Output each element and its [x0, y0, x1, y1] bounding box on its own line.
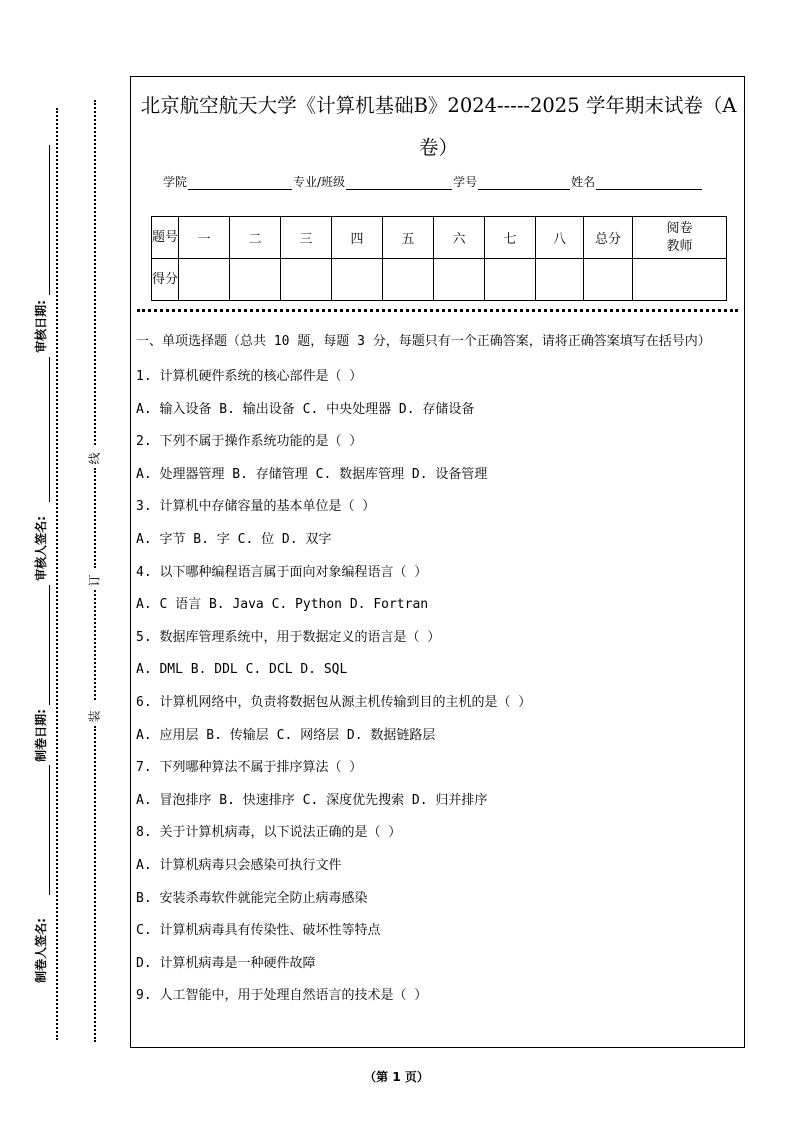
total-score-header: 总分: [584, 217, 633, 259]
name-field[interactable]: [596, 177, 702, 190]
score-cell[interactable]: [230, 259, 281, 301]
score-cell[interactable]: [536, 259, 584, 301]
header-cell: 四: [332, 217, 383, 259]
header-cell: 一: [179, 217, 230, 259]
header-cell: 八: [536, 217, 584, 259]
total-score-cell[interactable]: [584, 259, 633, 301]
cut-line-inner: [94, 468, 96, 568]
question-line: 1. 计算机硬件系统的核心部件是（ ）: [136, 369, 363, 384]
college-label: 学院: [163, 175, 188, 189]
cut-line-inner: [94, 726, 96, 1042]
cut-mark-line: 线: [87, 452, 102, 465]
major-label: 专业/班级: [293, 175, 346, 189]
student-info-row: [163, 173, 703, 190]
options-line: A. 冒泡排序 B. 快速排序 C. 深度优先搜索 D. 归并排序: [136, 792, 488, 808]
option-line: A. 计算机病毒只会感染可执行文件: [136, 857, 342, 873]
options-line: A. DML B. DDL C. DCL D. SQL: [136, 662, 348, 678]
college-field[interactable]: [188, 177, 292, 190]
header-cell: 三: [281, 217, 332, 259]
question-line: 8. 关于计算机病毒，以下说法正确的是（ ）: [136, 825, 402, 841]
question-line: 6. 计算机网络中，负责将数据包从源主机传输到目的主机的是（ ）: [136, 694, 532, 710]
signature-line: [49, 145, 50, 295]
cut-line-inner: [94, 100, 96, 445]
options-line: A. 应用层 B. 传输层 C. 网络层 D. 数据链路层: [136, 727, 436, 743]
grader-cell[interactable]: [633, 259, 727, 301]
question-number-header: 题号: [152, 217, 179, 259]
major-field[interactable]: [346, 177, 452, 190]
reviewer-signature-label: 审核人签名:: [33, 516, 48, 581]
header-cell: 五: [383, 217, 434, 259]
exam-page: [130, 76, 745, 1048]
cut-mark-bind: 装: [87, 710, 102, 723]
score-cell[interactable]: [485, 259, 536, 301]
options-line: A. 字节 B. 字 C. 位 D. 双字: [136, 531, 332, 547]
score-cell[interactable]: [434, 259, 485, 301]
signature-line: [49, 765, 50, 895]
score-cell[interactable]: [179, 259, 230, 301]
option-line: C. 计算机病毒具有传染性、破坏性等特点: [136, 923, 381, 939]
question-line: 3. 计算机中存储容量的基本单位是（ ）: [136, 499, 376, 515]
exam-title: 北京航空航天大学《计算机基础B》2024-----2025 学年期末试卷（A卷）: [140, 94, 737, 159]
student-id-label: 学号: [453, 175, 478, 189]
signature-line: [49, 585, 50, 705]
maker-signature-label: 制卷人签名:: [33, 918, 48, 983]
score-cell[interactable]: [281, 259, 332, 301]
question-line: 4. 以下哪种编程语言属于面向对象编程语言（ ）: [136, 564, 428, 580]
score-cell[interactable]: [332, 259, 383, 301]
dotted-separator: [137, 309, 738, 312]
student-id-field[interactable]: [478, 177, 570, 190]
score-cell[interactable]: [383, 259, 434, 301]
exam-body: [136, 331, 741, 1013]
question-line: 9. 人工智能中，用于处理自然语言的技术是（ ）: [136, 988, 428, 1004]
cut-line-inner: [94, 590, 96, 700]
options-line: A. 处理器管理 B. 存储管理 C. 数据库管理 D. 设备管理: [136, 466, 488, 482]
question-line: 2. 下列不属于操作系统功能的是（ ）: [136, 434, 363, 450]
score-table-score-row: [152, 259, 727, 301]
options-line: A. 输入设备 B. 输出设备 C. 中央处理器 D. 存储设备: [136, 401, 475, 417]
option-line: B. 安装杀毒软件就能完全防止病毒感染: [136, 890, 368, 906]
header-cell: 七: [485, 217, 536, 259]
cut-line-outer: [56, 108, 58, 1040]
grader-header: 阅卷教师: [633, 217, 727, 259]
page-footer: （第 1 页）: [364, 1070, 429, 1084]
question-line: 7. 下列哪种算法不属于排序算法（ ）: [136, 760, 363, 776]
score-table-header-row: [152, 217, 727, 259]
header-cell: 二: [230, 217, 281, 259]
header-cell: 六: [434, 217, 485, 259]
signature-line: [49, 357, 50, 502]
options-line: A. C 语言 B. Java C. Python D. Fortran: [136, 597, 429, 613]
question-line: 5. 数据库管理系统中，用于数据定义的语言是（ ）: [136, 629, 441, 645]
section-heading: 一、单项选择题（总共 10 题，每题 3 分，每题只有一个正确答案，请将正确答案填写在括号内）: [136, 334, 711, 349]
review-date-label: 审核日期:: [33, 300, 48, 353]
name-label: 姓名: [571, 175, 596, 189]
option-line: D. 计算机病毒是一种硬件故障: [136, 955, 316, 971]
make-date-label: 制卷日期:: [33, 709, 48, 762]
score-table: [151, 216, 727, 301]
cut-mark-staple: 订: [87, 574, 102, 587]
score-label: 得分: [152, 259, 179, 301]
